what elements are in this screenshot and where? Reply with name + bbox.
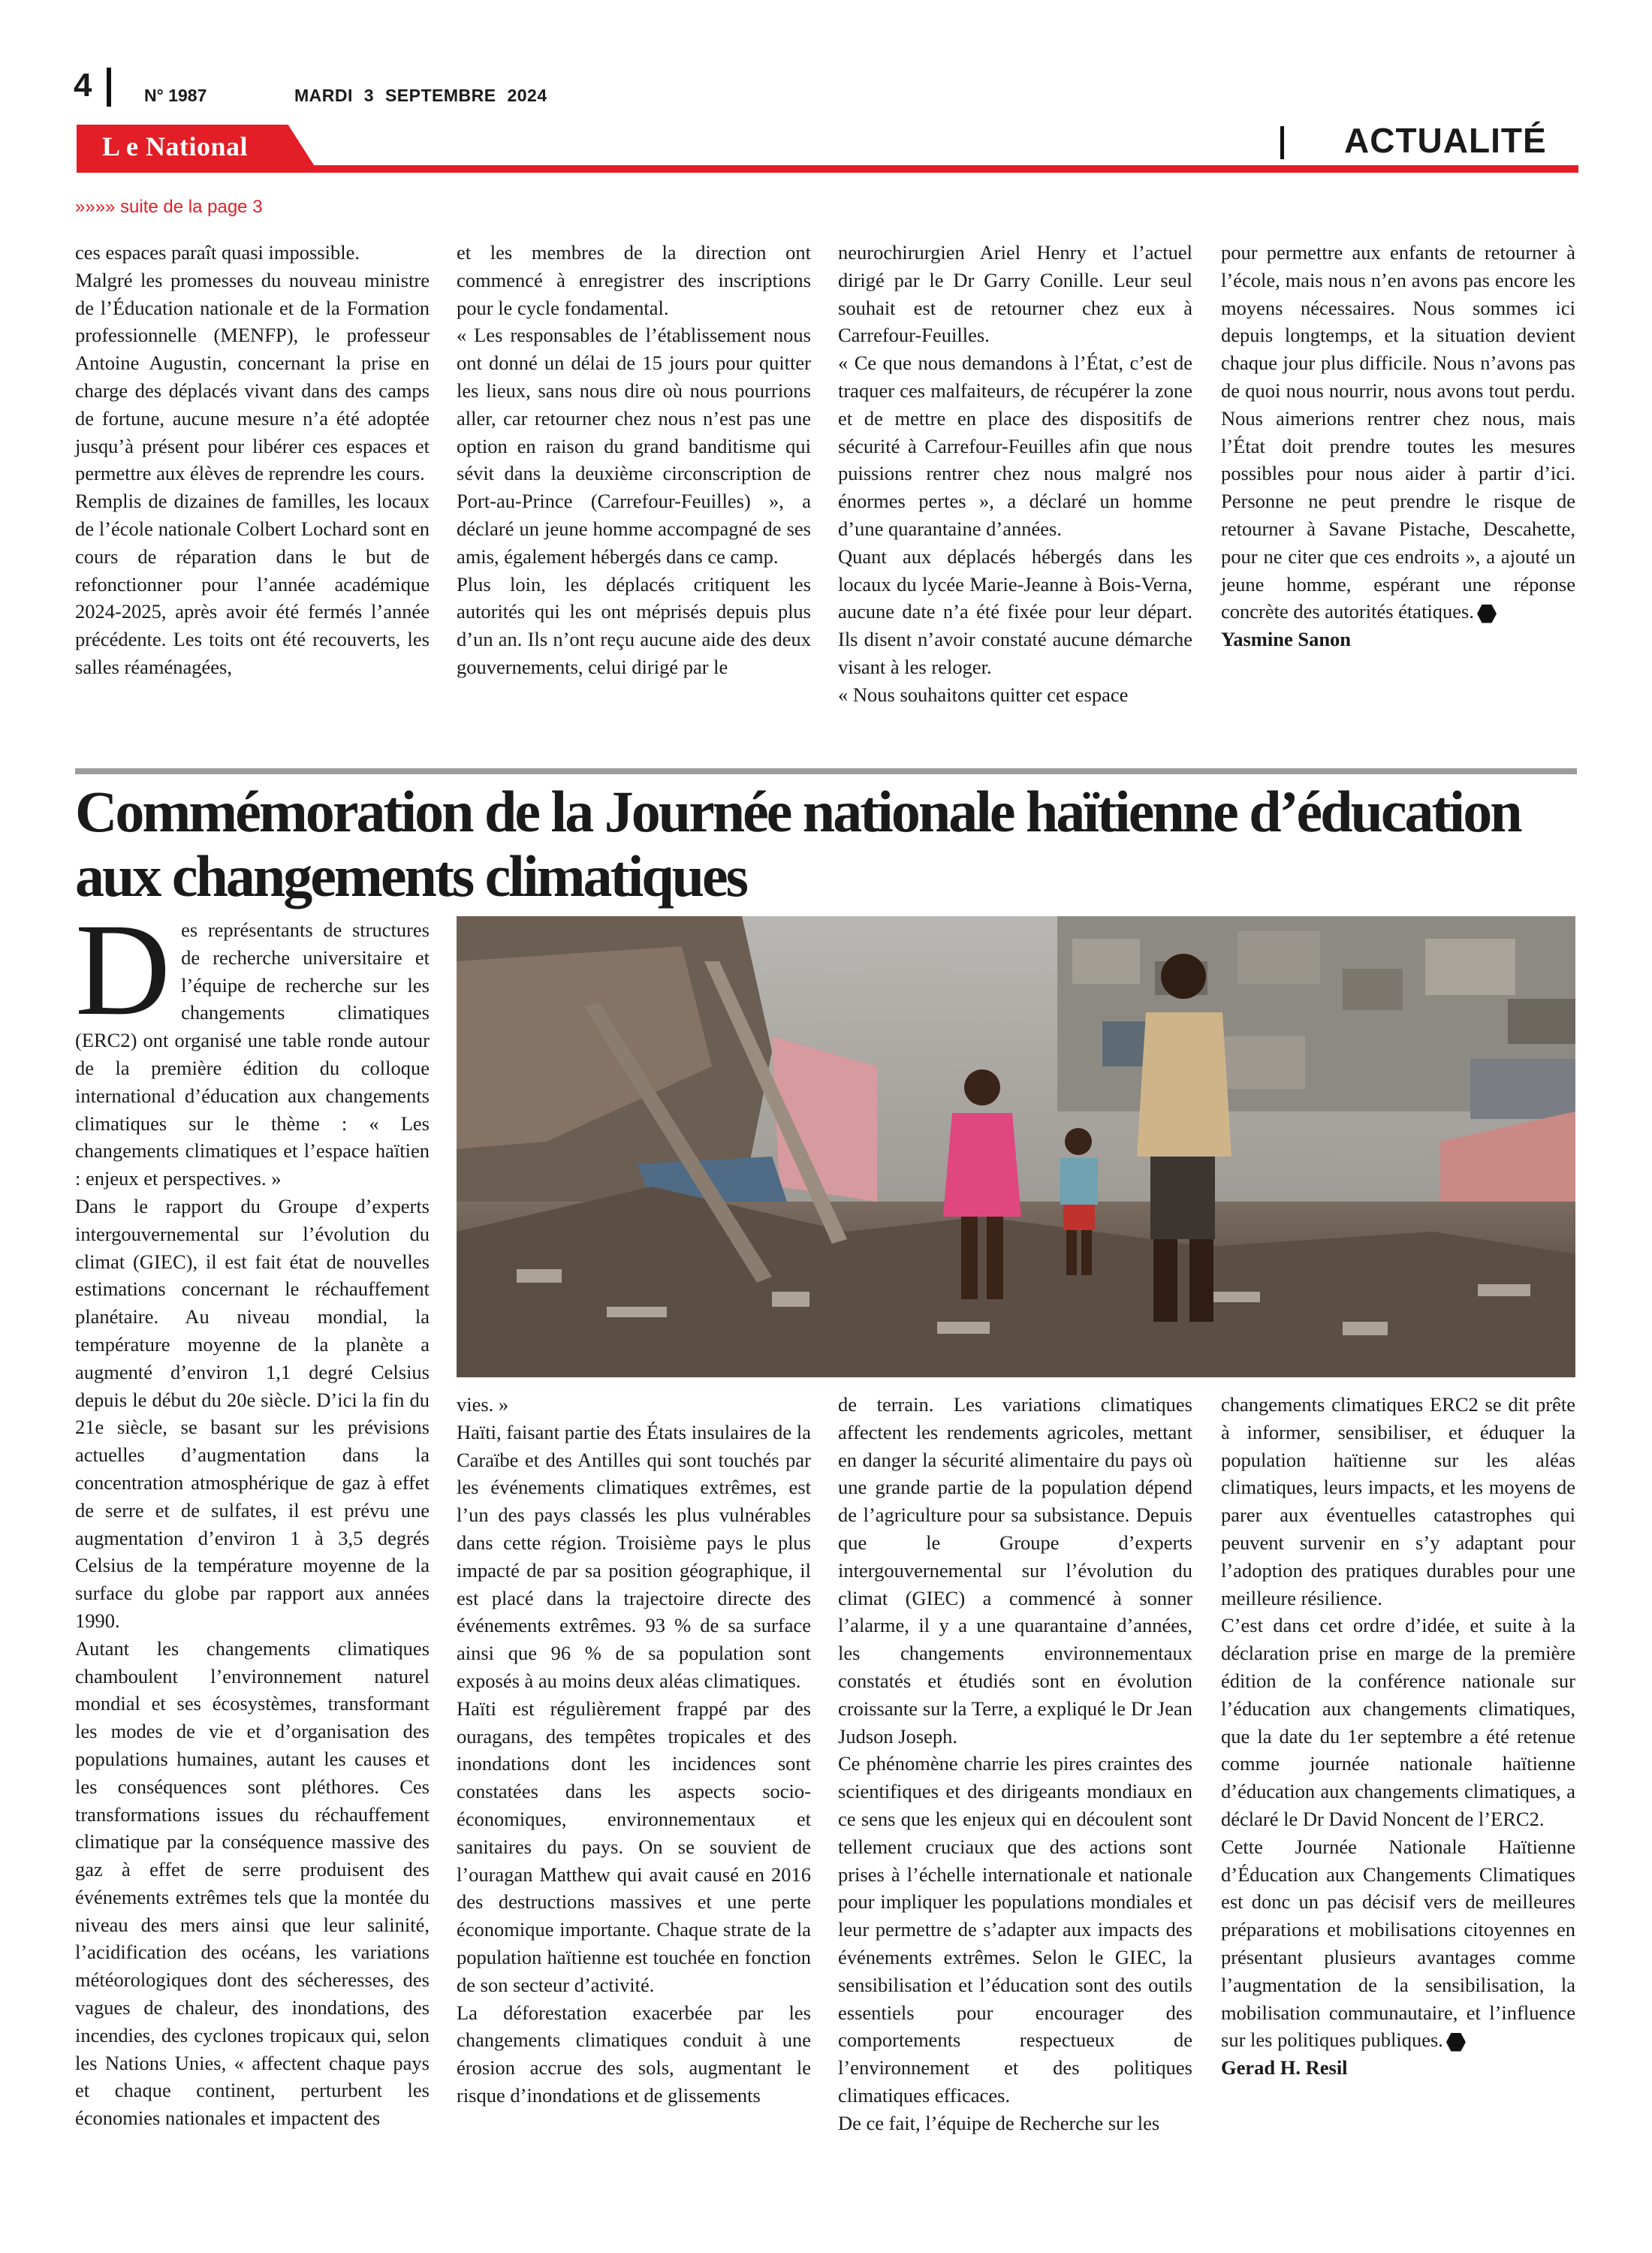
paragraph: Cette Journée Nationale Haïtienne d’Éducation aux Changements Climatiques est donc un pas décisif vers de meilleures préparations et mobilisations citoyennes en présentant plusieurs avantages comme l’augmentation de la sensibilisation, la mobilisation communautaire, et l’influence sur les politiques publiques. — [1221, 1835, 1575, 2052]
main-article-column-1 — [75, 897, 430, 2132]
section-title: ACTUALITÉ — [1344, 121, 1547, 160]
top-article-column-2 — [457, 239, 811, 681]
paragraph: « Nous souhaitons quitter cet espace — [838, 683, 1129, 706]
paragraph: « Les responsables de l’établissement nous ont donné un délai de 15 jours pour quitter les lieux, sans nous dire où nous pourrions aller, car retourner chez nous n’est pas une option en raison du grand banditisme qui sévit dans la deuxième circonscription de Port-au-Prince (Carrefour-Feuilles) », a déclaré un jeune homme accompagné de ses amis, également hébergés dans ce camp. — [457, 324, 811, 568]
main-article-column-4 — [1221, 1391, 1575, 2082]
issue-number: N° 1987 — [144, 86, 207, 105]
byline: Yasmine Sanon — [1221, 628, 1352, 651]
paragraph: neurochirurgien Ariel Henry et l’actuel dirigé par le Dr Garry Conille. Leur seul souhait est de retourner chez eux à Carrefour-Feuilles. — [838, 241, 1192, 347]
end-of-article-mark — [1446, 2032, 1466, 2052]
paragraph: C’est dans cet ordre d’idée, et suite à la déclaration prise en marge de la première édition de la conférence nationale sur l’éducation aux changements climatiques, que la date du 1er septembre a été retenue comme journée nationale haïtienne d’éducation aux changements climatiques, a déclaré le Dr David Noncent de l’ERC2. — [1221, 1614, 1575, 1830]
paragraph: pour permettre aux enfants de retourner à l’école, mais nous n’en avons pas encore les moyens nécessaires. Nous sommes ici depuis longtemps, et la situation devient chaque jour plus difficile. Nous n’avons pas de quoi nous nourrir, nous avons tout perdu. Nous aimerions rentrer chez nous, mais l’État doit prendre toutes les mesures possibles pour nous aider à partir d’ici. Personne ne peut prendre le risque de retourner à Savane Pistache, Descahette, pour ne citer que ces endroits », a ajouté un jeune homme, espérant une réponse concrète des autorités étatiques. — [1221, 241, 1575, 623]
article-photo — [457, 916, 1575, 1377]
paragraph: changements climatiques ERC2 se dit prête à informer, sensibiliser, et éduquer la population haïtienne sur les aléas climatiques, leurs impacts, et les moyens de parer aux éventuelles catastrophes qui peuvent survenir en s’y adaptant pour l’adoption des pratiques durables pour une meilleure résilience. — [1221, 1393, 1575, 1609]
top-article-column-3 — [838, 239, 1192, 709]
article-headline: Commémoration de la Journée nationale haïtienne d’éducation aux changements climatiques — [75, 779, 1521, 909]
page-number-divider — [107, 68, 111, 107]
paragraph: vies. » — [457, 1393, 509, 1416]
header-rule — [77, 165, 1578, 173]
continued-from-link[interactable]: »»»» suite de la page 3 — [75, 197, 263, 217]
top-article-column-1 — [75, 239, 430, 681]
paragraph: Dans le rapport du Groupe d’experts intergouvernemental sur l’évolution du climat (GIEC), il est fait état de nouvelles estimations concernant le réchauffement planétaire. Au niveau mondial, la température moyenne de la planète a augmenté d’environ 1,1 degré Celsius depuis le début du 20e siècle. D’ici la fin du 21e siècle, se basant sur les prévisions actuelles d’augmentation dans la concentration atmosphérique de gaz à effet de serre et de sulfates, il est prévu une augmentation d’environ 1 à 3,5 degrés Celsius de la température moyenne de la surface du globe par rapport aux années 1990. — [75, 1194, 430, 1632]
paragraph: La déforestation exacerbée par les changements climatiques conduit à une érosion accrue des sols, augmentant le risque d’inondations et de glissements — [457, 2001, 811, 2107]
paragraph: « Ce que nous demandons à l’État, c’est de traquer ces malfaiteurs, de récupérer la zone et de mettre en place des dispositifs de sécurité à Carrefour-Feuilles afin que nous puissions rentrer chez nous malgré nos énormes pertes », a déclaré un homme d’une quarantaine d’années. — [838, 351, 1192, 540]
main-article-column-3 — [838, 1391, 1192, 2137]
drop-cap: D — [75, 897, 171, 1043]
end-of-article-mark — [1477, 604, 1497, 623]
main-article-column-2 — [457, 1391, 811, 2110]
paragraph: Ce phénomène charrie les pires craintes des scientifiques et des dirigeants mondiaux en ce sens que les enjeux qui en découlent sont tellement cruciaux que des actions sont prises à l’échelle internationale et nationale pour impliquer les populations mondiales et leur permettre de s’adapter aux impacts des événements extrêmes. Selon le GIEC, la sensibilisation et l’éducation sont des outils essentiels pour encourager des comportements respectueux de l’environnement et des politiques climatiques efficaces. — [838, 1752, 1192, 2107]
top-article-column-4 — [1221, 239, 1575, 653]
paragraph: Quant aux déplacés hébergés dans les locaux du lycée Marie-Jeanne à Bois-Verna, aucune date n’a été fixée pour leur départ. Ils disent n’avoir constaté aucune démarche visant à les reloger. — [838, 544, 1192, 678]
newspaper-logo: L e National — [102, 131, 249, 161]
paragraph: ces espaces paraît quasi impossible. — [75, 241, 360, 264]
paragraph: Haïti, faisant partie des États insulaires de la Caraïbe et des Antilles qui sont touchés par les événements climatiques extrêmes, est l’un des pays classés les plus vulnérables dans cette région. Troisième pays le plus impacté de par sa position géographique, il est placé dans la trajectoire directe des événements extrêmes. 93 % de sa surface ainsi que 96 % de sa population sont exposés à au moins deux aléas climatiques. — [457, 1420, 811, 1692]
paragraph: Plus loin, les déplacés critiquent les autorités qui les ont méprisés depuis plus d’un an. Ils n’ont reçu aucune aide des deux gouvernements, celui dirigé par le — [457, 572, 811, 678]
paragraph: Malgré les promesses du nouveau ministre de l’Éducation nationale et de la Formation professionnelle (MENFP), le professeur Antoine Augustin, concernant la prise en charge des déplacés vivant dans des camps de fortune, aucune mesure n’a été adoptée jusqu’à présent pour libérer ces espaces et permettre aux élèves de reprendre les cours. — [75, 268, 430, 485]
paragraph: De ce fait, l’équipe de Recherche sur les — [838, 2111, 1160, 2134]
paragraph: Haïti est régulièrement frappé par des ouragans, des tempêtes tropicales et des inondations dont les incidences sont constatées dans les aspects socio-économiques, environnementaux et sanitaires du pays. On se souvient de l’ouragan Matthew qui avait causé en 2016 des destructions massives et une perte économique importante. Chaque strate de la population haïtienne est touchée en fonction de son secteur d’activité. — [457, 1697, 811, 1996]
paragraph: Autant les changements climatiques chamboulent l’environnement naturel mondial et ses écosystèmes, transformant les modes de vie et d’organisation des populations humaines, autant les causes et les conséquences sont pléthores. Ces transformations issues du réchauffement climatique par la conséquence massive des gaz à effet de serre produisent des événements extrêmes tels que la montée du niveau des mers ainsi que leur salinité, l’acidification des océans, les variations météorologiques dont des sécheresses, des vagues de chaleur, des inondations, des incendies, des cyclones tropicaux qui, selon les Nations Unies, « affectent chaque pays et chaque continent, perturbent les économies nationales et impactent des — [75, 1636, 430, 2130]
paragraph: Remplis de dizaines de familles, les locaux de l’école nationale Colbert Lochard sont en cours de réparation dans le but de refonctionner pour l’année académique 2024-2025, après avoir été fermés l’année précédente. Les toits ont été recouverts, les salles réaménagées, — [75, 490, 430, 678]
paragraph: de terrain. Les variations climatiques affectent les rendements agricoles, mettant en danger la sécurité alimentaire du pays où une grande partie de la population dépend de l’agriculture pour sa subsistance. Depuis que le Groupe d’experts intergouvernemental sur l’évolution du climat (GIEC) a commencé à sonner l’alarme, il y a une quarantaine d’années, les changements environnementaux constatés et étudiés sont en évolution croissante sur la Terre, a expliqué le Dr Jean Judson Joseph. — [838, 1393, 1192, 1748]
page-number: 4 — [74, 67, 92, 104]
paragraph: es représentants de structures de recherche universitaire et l’équipe de recherche sur les changements climatiques (ERC2) ont organisé une table ronde autour de la première édition du colloque international d’éducation aux changements climatiques sur le thème : « Les changements climatiques et l’espace haïtien : enjeux et perspectives. » — [75, 918, 430, 1190]
article-divider — [75, 768, 1577, 774]
paragraph: et les membres de la direction ont commencé à enregistrer des inscriptions pour le cycle fondamental. — [457, 241, 811, 319]
byline: Gerad H. Resil — [1221, 2056, 1348, 2080]
publication-date: MARDI 3 SEPTEMBRE 2024 — [294, 86, 547, 105]
section-divider — [1280, 126, 1284, 159]
